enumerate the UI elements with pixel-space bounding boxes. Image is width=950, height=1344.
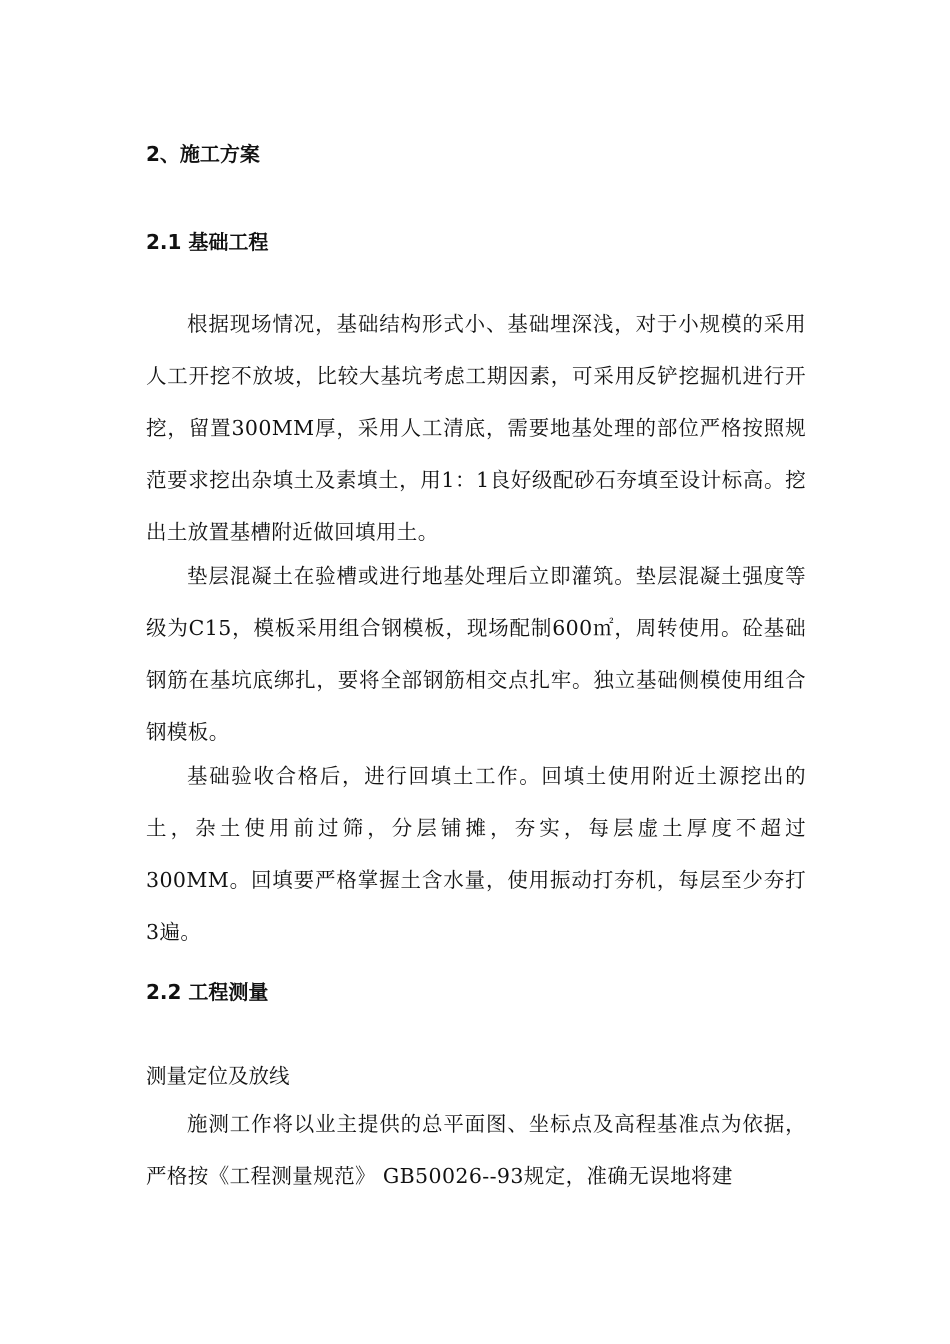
survey-paragraph-1: 施测工作将以业主提供的总平面图、坐标点及高程基准点为依据，严格按《工程测量规范》 GB50026--93规定，准确无误地将建 xyxy=(146,1112,806,1188)
survey-heading: 2.2 工程测量 xyxy=(146,980,269,1004)
section-heading: 2、施工方案 xyxy=(146,142,260,166)
foundation-paragraph-2: 垫层混凝土在验槽或进行地基处理后立即灌筑。垫层混凝土强度等级为C15，模板采用组合钢模板，现场配制600㎡，周转使用。砼基础钢筋在基坑底绑扎，要将全部钢筋相交点扎牢。独立基础侧模使用组合钢模板。 xyxy=(146,564,806,744)
foundation-paragraph-1: 根据现场情况，基础结构形式小、基础埋深浅，对于小规模的采用人工开挖不放坡，比较大基坑考虑工期因素，可采用反铲挖掘机进行开挖，留置300MM厚，采用人工清底，需要地基处理的部位严格按照规范要求挖出杂填土及素填土，用1：1良好级配砂石夯填至设计标高。挖出土放置基槽附近做回填用土。 xyxy=(146,312,806,544)
foundation-heading: 2.1 基础工程 xyxy=(146,230,269,254)
survey-subheading: 测量定位及放线 xyxy=(146,1064,290,1088)
foundation-paragraph-3: 基础验收合格后，进行回填土工作。回填土使用附近土源挖出的土，杂土使用前过筛，分层铺摊，夯实，每层虚土厚度不超过300MM。回填要严格掌握土含水量，使用振动打夯机，每层至少夯打3遍。 xyxy=(146,764,806,944)
